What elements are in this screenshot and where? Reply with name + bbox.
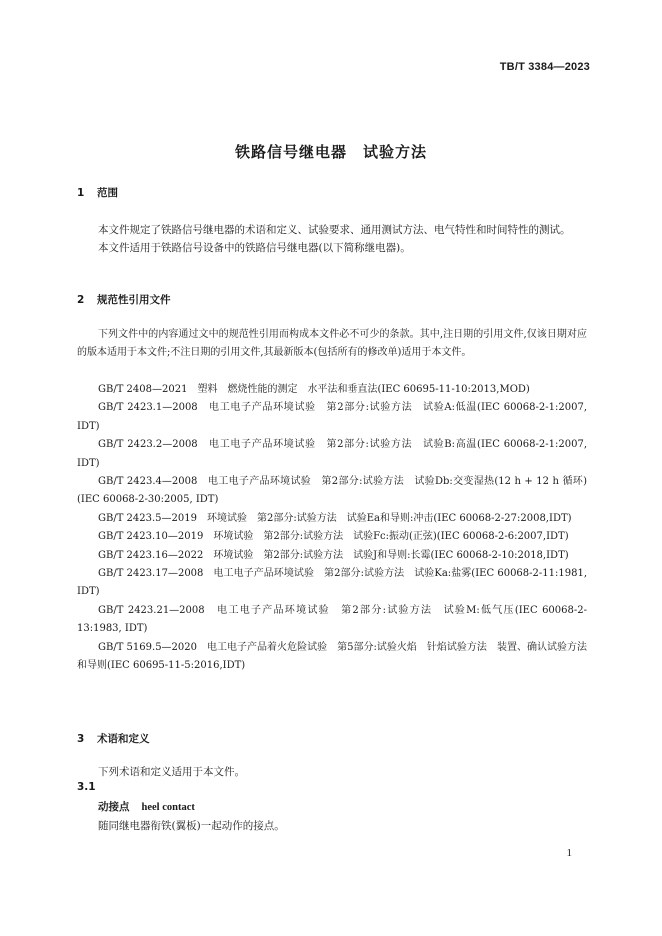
section-2-heading xyxy=(77,292,171,307)
section-title: 范围 xyxy=(97,187,118,199)
term-english: heel contact xyxy=(141,802,195,813)
term-heading xyxy=(98,799,195,814)
standard-number: TB/T 3384—2023 xyxy=(499,61,590,73)
term-definition-text: 随同继电器衔铁(翼板)一起动作的接点。 xyxy=(98,820,285,832)
reference-list xyxy=(77,381,587,676)
reference-item: GB/T 2423.5—2019 环境试验 第2部分:试验方法 试验Ea和导则:冲击(IEC 60068-2-27:2008,IDT) xyxy=(98,512,572,524)
term-chinese: 动接点 xyxy=(98,801,130,813)
scope-paragraph-2: 本文件适用于铁路信号设备中的铁路信号继电器(以下简称继电器)。 xyxy=(98,242,411,254)
section-title: 术语和定义 xyxy=(97,733,150,745)
reference-item: GB/T 2423.1—2008 电工电子产品环境试验 第2部分:试验方法 试验A:低温(IEC 60068-2-1:2007, IDT) xyxy=(77,402,587,432)
reference-item: GB/T 2423.2—2008 电工电子产品环境试验 第2部分:试验方法 试验B:高温(IEC 60068-2-1:2007, IDT) xyxy=(77,439,587,469)
reference-item: GB/T 2408—2021 塑料 燃烧性能的测定 水平法和垂直法(IEC 60695-11-10:2013,MOD) xyxy=(98,384,530,395)
reference-item: GB/T 5169.5—2020 电工电子产品着火危险试验 第5部分:试验火焰 针焰试验方法 装置、确认试验方法和导则(IEC 60695-11-5:2016,IDT) xyxy=(77,641,587,672)
scope-paragraph-1: 本文件规定了铁路信号继电器的术语和定义、试验要求、通用测试方法、电气特性和时间特性的测试。 xyxy=(98,224,571,236)
reference-item: GB/T 2423.17—2008 电工电子产品环境试验 第2部分:试验方法 试验Ka:盐雾(IEC 60068-2-11:1981, IDT) xyxy=(77,568,587,598)
normative-intro xyxy=(77,326,587,363)
normative-intro-text: 下列文件中的内容通过文中的规范性引用而构成本文件必不可少的条款。其中,注日期的引用文件,仅该日期对应的版本适用于本文件;不注日期的引用文件,其最新版本(包括所有的修改单)适用于本文件。 xyxy=(77,329,587,359)
section-number: 3 xyxy=(77,733,85,745)
page-number: 1 xyxy=(566,847,572,859)
reference-item: GB/T 2423.10—2019 环境试验 第2部分:试验方法 试验Fc:振动(正弦)(IEC 60068-2-6:2007,IDT) xyxy=(98,531,569,543)
scope-section xyxy=(77,221,587,257)
term-number: 3.1 xyxy=(77,781,96,793)
terms-intro-text: 下列术语和定义适用于本文件。 xyxy=(98,766,245,778)
document-title: 铁路信号继电器 试验方法 xyxy=(234,143,427,161)
section-1-heading xyxy=(77,185,118,200)
section-number: 2 xyxy=(77,294,85,306)
reference-item: GB/T 2423.4—2008 电工电子产品环境试验 第2部分:试验方法 试验Db:交变湿热(12 h + 12 h 循环)(IEC 60068-2-30:2005, IDT) xyxy=(77,476,587,506)
term-definition xyxy=(98,817,587,835)
terms-intro xyxy=(77,763,587,781)
section-number: 1 xyxy=(77,187,85,199)
section-title: 规范性引用文件 xyxy=(97,294,171,306)
section-3-heading xyxy=(77,731,150,746)
reference-item: GB/T 2423.16—2022 环境试验 第2部分:试验方法 试验J和导则:长霉(IEC 60068-2-10:2018,IDT) xyxy=(98,549,569,561)
reference-item: GB/T 2423.21—2008 电工电子产品环境试验 第2部分:试验方法 试验M:低气压(IEC 60068-2-13:1983, IDT) xyxy=(77,604,587,635)
